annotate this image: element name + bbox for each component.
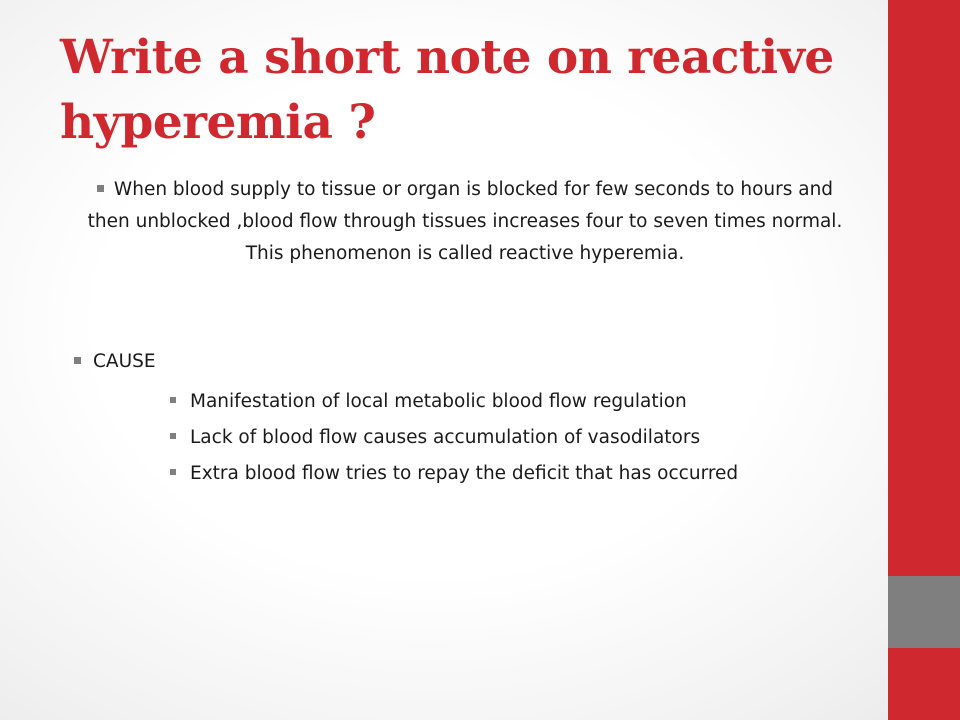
square-bullet-icon <box>97 185 104 192</box>
intro-bullet <box>80 174 850 270</box>
square-bullet-icon <box>170 397 176 403</box>
square-bullet-icon <box>74 357 81 364</box>
list-item <box>170 386 738 422</box>
sidebar-band-bottom <box>888 648 960 720</box>
list-item <box>170 458 738 494</box>
sidebar-band-top <box>888 0 960 576</box>
cause-heading: CAUSE <box>93 351 156 372</box>
intro-text: When blood supply to tissue or organ is blocked for few seconds to hours and then unblocked ,blood flow through tissues increases four to seven times normal. This phenomenon is called reactive hyperemia. <box>87 179 843 264</box>
slide-title: Write a short note on reactive hyperemia ? <box>60 30 834 150</box>
square-bullet-icon <box>170 469 176 475</box>
cause-item-text: Lack of blood flow causes accumulation of vasodilators <box>190 427 701 448</box>
square-bullet-icon <box>170 433 176 439</box>
cause-list <box>170 386 738 494</box>
sidebar-accent <box>888 0 960 720</box>
cause-bullet <box>74 348 156 376</box>
sidebar-band-middle <box>888 576 960 648</box>
cause-item-text: Extra blood flow tries to repay the deficit that has occurred <box>190 463 739 484</box>
cause-item-text: Manifestation of local metabolic blood flow regulation <box>190 391 687 412</box>
list-item <box>170 422 738 458</box>
